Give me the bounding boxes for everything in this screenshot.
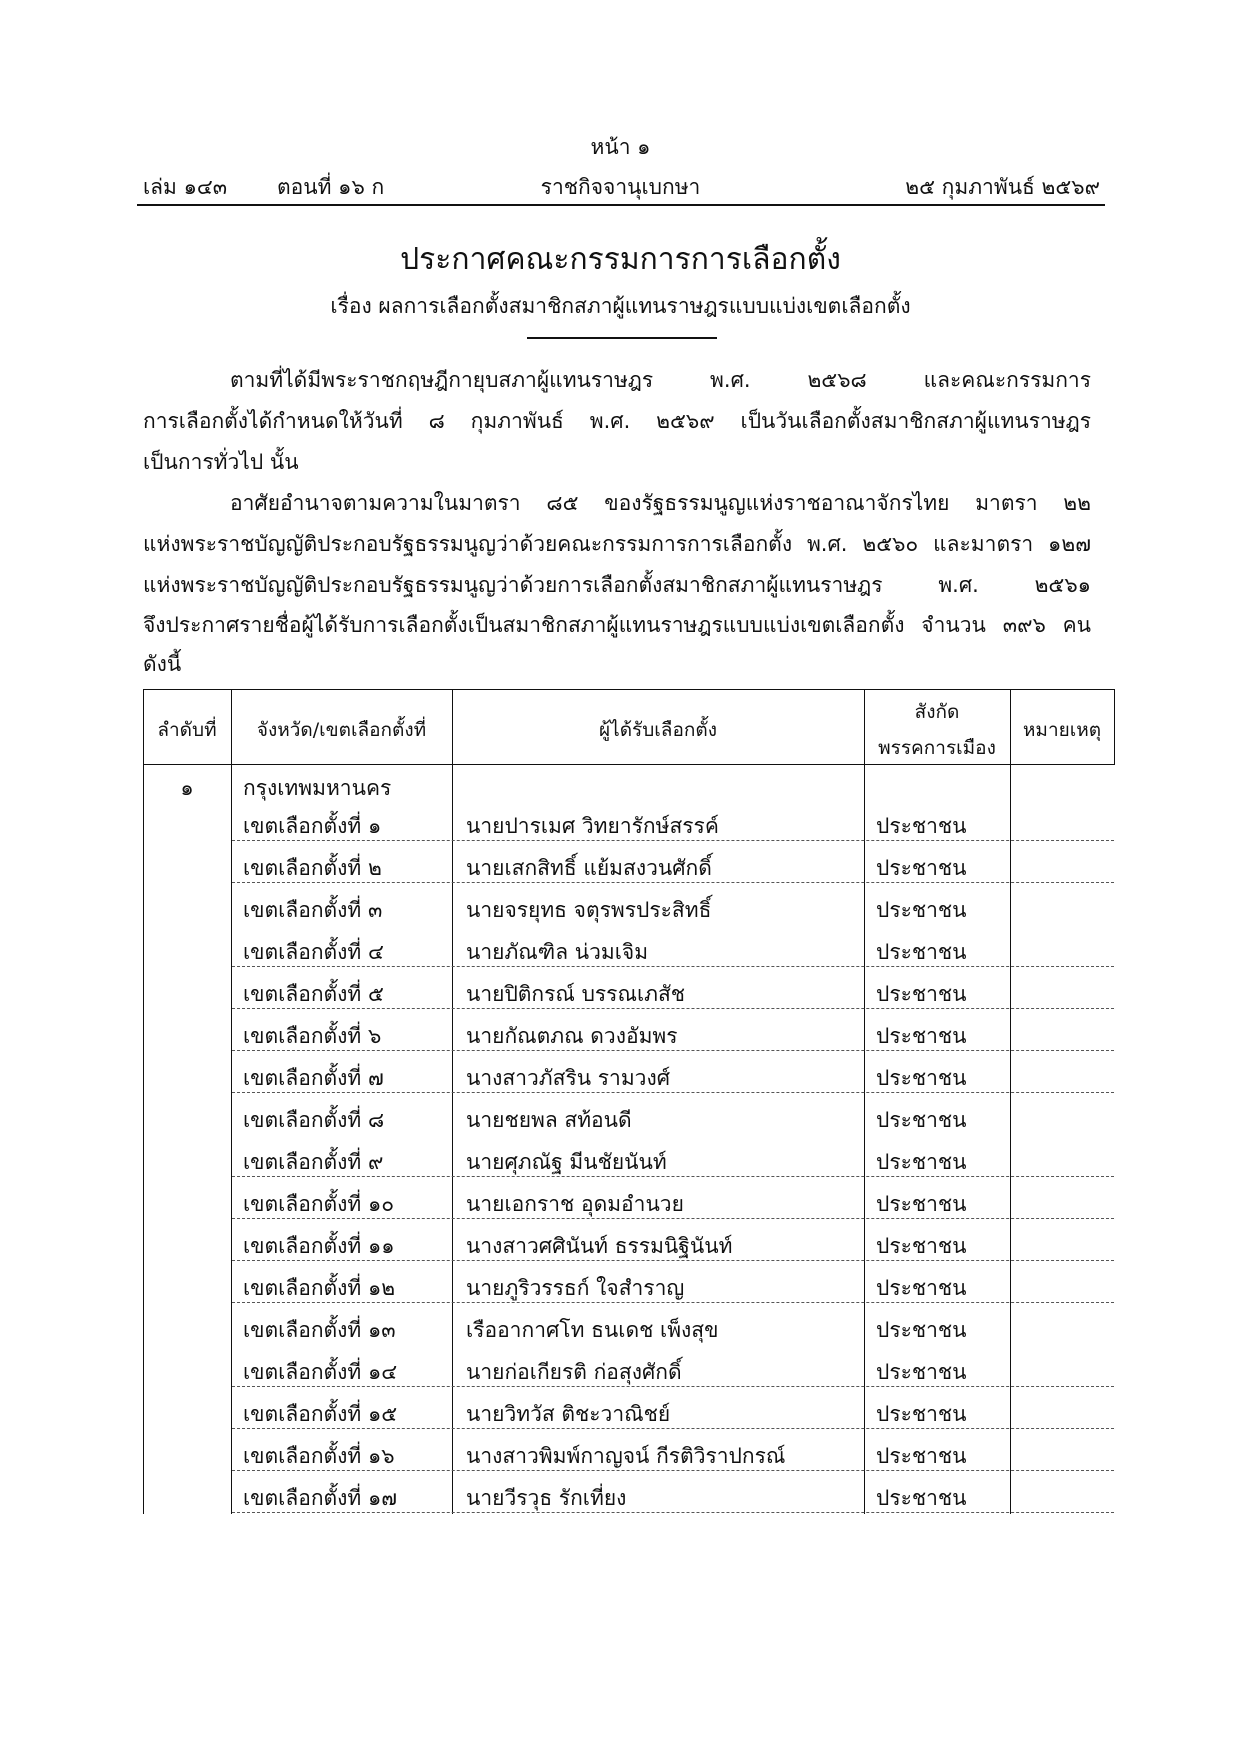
district-cell: เขตเลือกตั้งที่ ๕	[243, 982, 384, 1006]
party-cell: ประชาชน	[876, 814, 967, 838]
district-cell: เขตเลือกตั้งที่ ๑๕	[243, 1402, 398, 1426]
party-cell: ประชาชน	[876, 1108, 967, 1132]
district-cell: เขตเลือกตั้งที่ ๑๒	[243, 1276, 396, 1300]
table-col-line	[231, 689, 232, 1514]
table-header-border	[143, 764, 1115, 765]
elected-name-cell: นายภูริวรรธก์ ใจสำราญ	[466, 1276, 685, 1300]
district-cell: เขตเลือกตั้งที่ ๑๐	[243, 1192, 395, 1216]
elected-name-cell: นายก่อเกียรติ ก่อสุงศักดิ์	[466, 1360, 682, 1384]
party-cell: ประชาชน	[876, 1150, 967, 1174]
party-cell: ประชาชน	[876, 898, 967, 922]
table-col-line	[864, 689, 865, 1514]
paragraph-line: แห่งพระราชบัญญัติประกอบรัฐธรรมนูญว่าด้วยคณะกรรมการการเลือกตั้ง พ.ศ. ๒๕๖๐ และมาตรา ๑๒๗	[143, 532, 1091, 556]
paragraph-line: การเลือกตั้งได้กำหนดให้วันที่ ๘ กุมภาพันธ์ พ.ศ. ๒๕๖๙ เป็นวันเลือกตั้งสมาชิกสภาผู้แทนราษฎร	[143, 409, 1091, 433]
paragraph-line: ดังนี้	[143, 652, 182, 676]
party-cell: ประชาชน	[876, 982, 967, 1006]
table-col-line	[143, 689, 144, 1514]
province-name: กรุงเทพมหานคร	[243, 776, 392, 800]
elected-name-cell: นายศุภณัฐ มีนชัยนันท์	[466, 1150, 667, 1174]
party-cell: ประชาชน	[876, 1318, 967, 1342]
district-cell: เขตเลือกตั้งที่ ๑๗	[243, 1486, 398, 1510]
col-header-remark: หมายเหตุ	[1022, 719, 1102, 741]
elected-name-cell: นายเสกสิทธิ์ แย้มสงวนศักดิ์	[466, 856, 712, 880]
district-cell: เขตเลือกตั้งที่ ๑	[243, 814, 382, 838]
col-header-order: ลำดับที่	[157, 719, 217, 741]
title-divider	[527, 337, 717, 339]
party-cell: ประชาชน	[876, 856, 967, 880]
elected-name-cell: เรืออากาศโท ธนเดช เพ็งสุข	[466, 1318, 719, 1342]
elected-name-cell: นางสาวศศินันท์ ธรรมนิฐินันท์	[466, 1234, 733, 1258]
district-cell: เขตเลือกตั้งที่ ๖	[243, 1024, 382, 1048]
district-cell: เขตเลือกตั้งที่ ๗	[243, 1066, 384, 1090]
table-top-border	[143, 689, 1115, 690]
table-col-line	[1010, 689, 1011, 1514]
party-cell: ประชาชน	[876, 1360, 967, 1384]
col-header-party: พรรคการเมือง	[878, 737, 996, 759]
paragraph-line: แห่งพระราชบัญญัติประกอบรัฐธรรมนูญว่าด้วยการเลือกตั้งสมาชิกสภาผู้แทนราษฎร พ.ศ. ๒๕๖๑	[143, 573, 1091, 597]
district-cell: เขตเลือกตั้งที่ ๘	[243, 1108, 385, 1132]
district-cell: เขตเลือกตั้งที่ ๑๑	[243, 1234, 395, 1258]
party-cell: ประชาชน	[876, 1234, 967, 1258]
paragraph-line: จึงประกาศรายชื่อผู้ได้รับการเลือกตั้งเป็นสมาชิกสภาผู้แทนราษฎรแบบแบ่งเขตเลือกตั้ง จำนวน ๓๙๖ คน	[143, 613, 1091, 637]
page-number: หน้า ๑	[590, 135, 651, 159]
table-col-line	[452, 689, 453, 1514]
table-col-line	[1114, 689, 1115, 764]
elected-name-cell: นายวิทวัส ติชะวาณิชย์	[466, 1402, 671, 1426]
paragraph-line: ตามที่ได้มีพระราชกฤษฎีกายุบสภาผู้แทนราษฎร พ.ศ. ๒๕๖๘ และคณะกรรมการ	[230, 368, 1091, 392]
order-number: ๑	[180, 776, 194, 800]
party-cell: ประชาชน	[876, 1276, 967, 1300]
elected-name-cell: นายชยพล สท้อนดี	[466, 1108, 632, 1132]
district-cell: เขตเลือกตั้งที่ ๑๓	[243, 1318, 396, 1342]
paragraph-line: เป็นการทั่วไป นั้น	[143, 450, 299, 474]
party-cell: ประชาชน	[876, 1444, 967, 1468]
gazette-name: ราชกิจจานุเบกษา	[540, 175, 701, 199]
gazette-section: ตอนที่ ๑๖ ก	[277, 175, 385, 199]
elected-name-cell: นายภัณฑิล น่วมเจิม	[466, 940, 649, 964]
district-cell: เขตเลือกตั้งที่ ๙	[243, 1150, 384, 1174]
party-cell: ประชาชน	[876, 1066, 967, 1090]
elected-name-cell: นายกัณตภณ ดวงอัมพร	[466, 1024, 678, 1048]
paragraph-line: อาศัยอำนาจตามความในมาตรา ๘๕ ของรัฐธรรมนูญแห่งราชอาณาจักรไทย มาตรา ๒๒	[230, 491, 1091, 515]
header-divider	[137, 204, 1105, 206]
elected-name-cell: นางสาวภัสริน รามวงศ์	[466, 1066, 671, 1090]
elected-name-cell: นายเอกราช อุดมอำนวย	[466, 1192, 684, 1216]
elected-name-cell: นายจรยุทธ จตุรพรประสิทธิ์	[466, 898, 712, 922]
district-cell: เขตเลือกตั้งที่ ๔	[243, 940, 384, 964]
gazette-volume: เล่ม ๑๔๓	[143, 175, 228, 199]
elected-name-cell: นายปิติกรณ์ บรรณเภสัช	[466, 982, 686, 1006]
party-cell: ประชาชน	[876, 1486, 967, 1510]
col-header-district: จังหวัด/เขตเลือกตั้งที่	[256, 719, 427, 741]
party-cell: ประชาชน	[876, 1402, 967, 1426]
col-header-elected: ผู้ได้รับเลือกตั้ง	[599, 719, 717, 741]
gazette-date: ๒๕ กุมภาพันธ์ ๒๕๖๙	[905, 175, 1100, 199]
party-cell: ประชาชน	[876, 940, 967, 964]
district-cell: เขตเลือกตั้งที่ ๑๖	[243, 1444, 395, 1468]
district-cell: เขตเลือกตั้งที่ ๒	[243, 856, 382, 880]
col-header-party: สังกัด	[914, 701, 960, 723]
announcement-title: ประกาศคณะกรรมการการเลือกตั้ง	[400, 242, 841, 277]
elected-name-cell: นายวีรวุธ รักเที่ยง	[466, 1486, 627, 1510]
district-cell: เขตเลือกตั้งที่ ๑๔	[243, 1360, 398, 1384]
elected-name-cell: นางสาวพิมพ์กาญจน์ กีรติวิราปกรณ์	[466, 1444, 786, 1468]
announcement-subject: เรื่อง ผลการเลือกตั้งสมาชิกสภาผู้แทนราษฎรแบบแบ่งเขตเลือกตั้ง	[330, 294, 911, 318]
district-cell: เขตเลือกตั้งที่ ๓	[243, 898, 383, 922]
party-cell: ประชาชน	[876, 1192, 967, 1216]
elected-name-cell: นายปารเมศ วิทยารักษ์สรรค์	[466, 814, 719, 838]
party-cell: ประชาชน	[876, 1024, 967, 1048]
